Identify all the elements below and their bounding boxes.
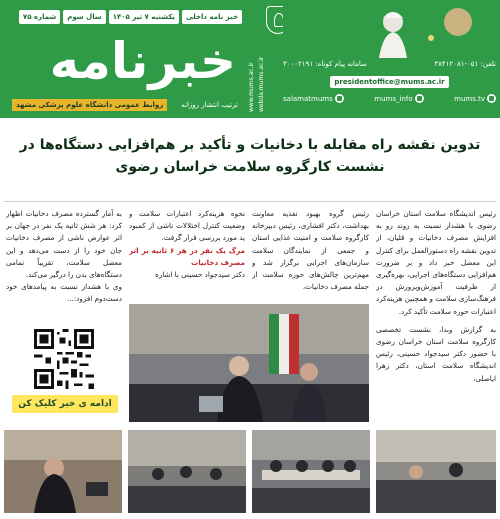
column-1-paragraph: رئیس اندیشگاه سلامت استان خراسان رضوی با هشدار نسبت به روند رو به افزایش مصرف دخانیات و قلیان، از تدوین نقشه راه دستورالعمل برای کنترل این معضل خبر داد و بر ضرورت هم‌افزایی دستگاه‌های اجرایی، بهره‌گیری از ظرفیت آموزش‌وپرورش در فرهنگ‌سازی سلامت و همچنین هزینه‌کرد اعتبارات حوزه سلامت تأکید کرد. bbox=[376, 209, 496, 316]
photo-strip bbox=[4, 430, 496, 513]
url-vertical-2[interactable]: webda.mums.ac.ir bbox=[258, 56, 265, 112]
publication-frequency: ترتیب انتشار روزانه bbox=[181, 101, 238, 109]
masthead-left bbox=[4, 4, 242, 114]
read-more-button[interactable]: ادامه ی خبر کلیک کن bbox=[12, 395, 118, 413]
issue-meta bbox=[19, 10, 242, 24]
telegram-icon bbox=[335, 94, 344, 103]
article-column-2 bbox=[252, 208, 369, 300]
instagram-icon bbox=[415, 94, 424, 103]
url-vertical-1[interactable]: www.mums.ac.ir bbox=[248, 62, 255, 112]
newsletter-logo: خبرنامه bbox=[49, 32, 236, 90]
title-line-2: نشست کارگروه سلامت خراسان رضوی bbox=[115, 159, 385, 175]
column-3-paragraph: نحوه هزینه‌کرد اعتبارات سلامت و وضعیت کنترل اختلالات ناشی از کمبود ید مورد بررسی قرار گرفت. bbox=[129, 209, 245, 243]
column-4-paragraph-2: وی با هشدار نسبت به پیامدهای خود دست‌دوم افزود:... bbox=[6, 282, 122, 304]
main-meeting-photo bbox=[129, 304, 369, 422]
article-column-3 bbox=[129, 208, 245, 300]
issue-label: شماره ۷۵ bbox=[19, 10, 60, 24]
photo-thumb-2 bbox=[128, 430, 246, 513]
article-title-box bbox=[4, 124, 496, 202]
photo-thumb-3 bbox=[252, 430, 370, 513]
column-3-highlight: مرگ یک نفر در هر ۶ ثانیه بر اثر مصرف دخانیات bbox=[129, 245, 245, 267]
masthead bbox=[0, 0, 500, 118]
column-2-paragraph: رئیس گروه بهبود تغذیه معاونت بهداشت، دکتر افشاری، رئیس دبیرخانه کارگروه سلامت و امنیت غذایی استان و جمعی از نمایندگان سلامت سازمان‌های اجرایی برگزار شد و مهم‌ترین چالش‌های حوزه سلامت از جمله مصرف دخانیات، bbox=[252, 209, 369, 292]
phone-text: تلفن: ۰۵۱-۳۸۴۱۲۰۸۱ bbox=[434, 60, 496, 68]
university-name: روابط عمومی دانشگاه علوم پزشکی مشهد bbox=[12, 99, 167, 111]
qr-code[interactable] bbox=[34, 329, 94, 389]
photo-thumb-1 bbox=[4, 430, 122, 513]
article-column-4 bbox=[6, 208, 122, 326]
email-link[interactable]: presidentoffice@mums.ac.ir bbox=[330, 76, 448, 88]
year-label: سال سوم bbox=[63, 10, 105, 24]
masthead-subline bbox=[12, 99, 238, 111]
column-1-paragraph-2: به گزارش وبدا، نشست تخصصی کارگروه سلامت استان خراسان رضوی با حضور دکتر سیدجواد حسینی، رئیس اندیشگاه سلامت استان، دکتر زهرا ایاصلی، bbox=[376, 324, 496, 383]
contact-row-social bbox=[283, 94, 496, 103]
date-label: یکشنبه ۷ تیر ۱۴۰۵ bbox=[109, 10, 179, 24]
column-3-paragraph-2: دکتر سیدجواد حسینی با اشاره bbox=[154, 270, 245, 280]
contact-row-email bbox=[283, 76, 496, 88]
column-4-paragraph: به آمار گسترده مصرف دخانیات اظهار کرد: هر شش ثانیه یک نفر در جهان بر اثر عوارض ناشی از مصرف دخانیات جان خود را از دست می‌دهد و این معضل سلامت، تقریباً تمامی دستگاه‌های بدن را درگیر می‌کند. bbox=[6, 209, 122, 280]
contact-row-phone bbox=[283, 60, 496, 68]
globe-icon bbox=[487, 94, 496, 103]
photo-thumb-4 bbox=[376, 430, 496, 513]
type-label: خبر نامه داخلی bbox=[182, 10, 242, 24]
article-column-1 bbox=[376, 208, 496, 418]
social-link-2[interactable]: salamatmums bbox=[283, 94, 344, 103]
contact-info bbox=[283, 58, 496, 114]
social-link-1[interactable]: mums_info bbox=[374, 94, 423, 103]
article-title bbox=[4, 134, 496, 178]
title-line-1: تدوین نقشه راه مقابله با دخانیات و تأکید بر هم‌افزایی دستگاه‌ها در bbox=[19, 137, 481, 153]
site-link[interactable]: mums.tv bbox=[454, 94, 496, 103]
portrait-image bbox=[283, 4, 496, 58]
sms-text: سامانه پیام کوتاه: ۳۰۰۰۲۱۹۱ bbox=[283, 60, 367, 68]
